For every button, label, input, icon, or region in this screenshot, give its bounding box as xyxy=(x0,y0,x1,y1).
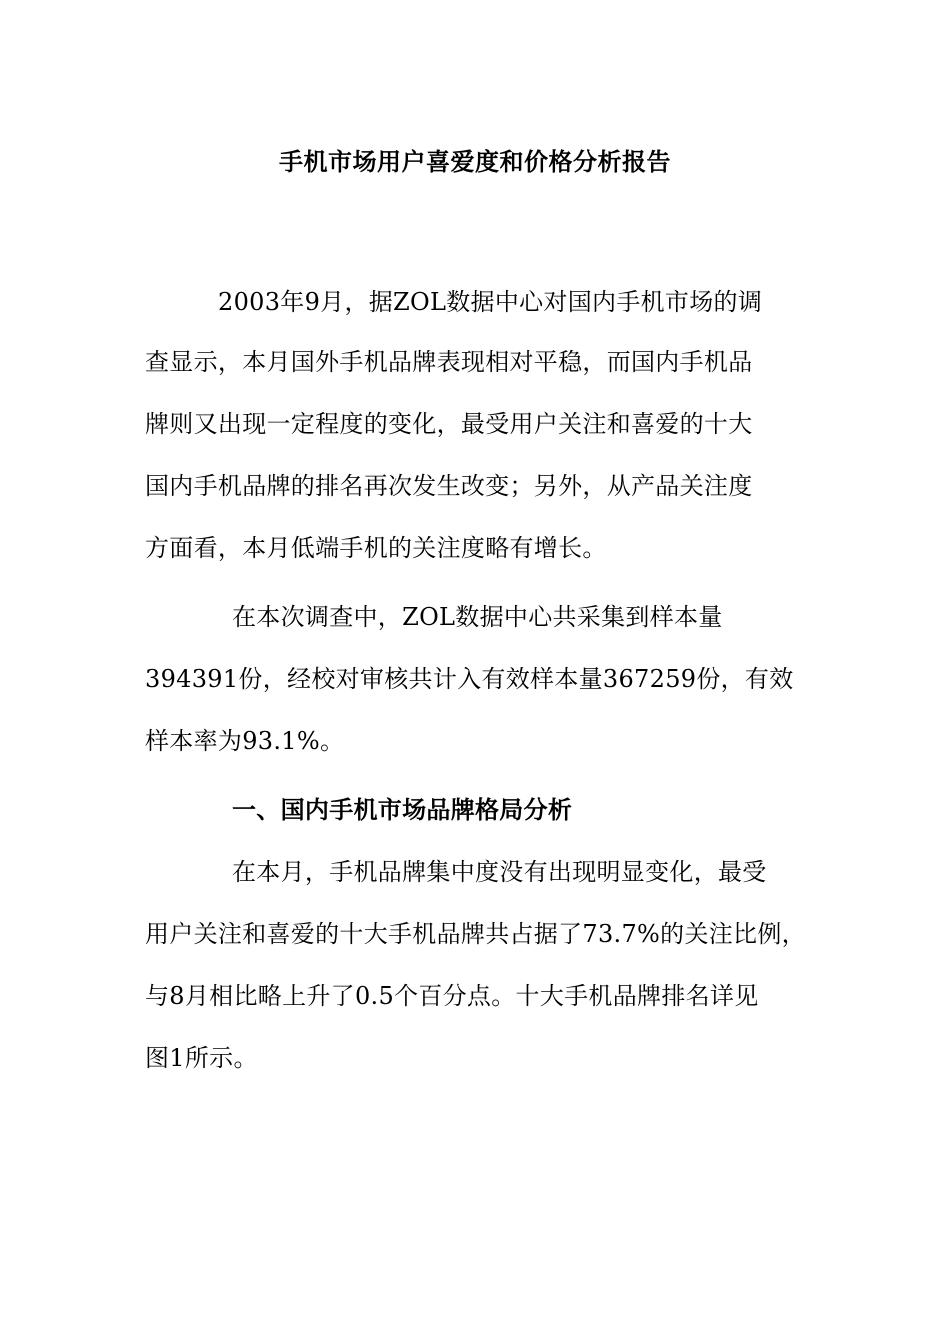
paragraph-line: 样本率为93.1%。 xyxy=(145,727,345,755)
paragraph-line: 图1所示。 xyxy=(145,1044,258,1072)
paragraph-line: 在本次调查中，ZOL数据中心共采集到样本量 xyxy=(232,603,723,631)
paragraph-line: 在本月，手机品牌集中度没有出现明显变化，最受 xyxy=(232,858,767,886)
section-heading: 一、国内手机市场品牌格局分析 xyxy=(232,796,573,824)
document-title: 手机市场用户喜爱度和价格分析报告 xyxy=(279,148,671,176)
paragraph-line: 方面看，本月低端手机的关注度略有增长。 xyxy=(145,534,607,562)
paragraph-line: 394391份，经校对审核共计入有效样本量367259份，有效 xyxy=(145,665,794,693)
paragraph-line: 用户关注和喜爱的十大手机品牌共占据了73.7%的关注比例， xyxy=(145,920,806,948)
paragraph-line: 牌则又出现一定程度的变化，最受用户关注和喜爱的十大 xyxy=(145,410,753,438)
paragraph-line: 2003年9月，据ZOL数据中心对国内手机市场的调 xyxy=(218,288,763,316)
paragraph-line: 查显示，本月国外手机品牌表现相对平稳，而国内手机品 xyxy=(145,348,753,376)
paragraph-line: 与8月相比略上升了0.5个百分点。十大手机品牌排名详见 xyxy=(145,982,759,1010)
paragraph-line: 国内手机品牌的排名再次发生改变；另外，从产品关注度 xyxy=(145,472,753,500)
